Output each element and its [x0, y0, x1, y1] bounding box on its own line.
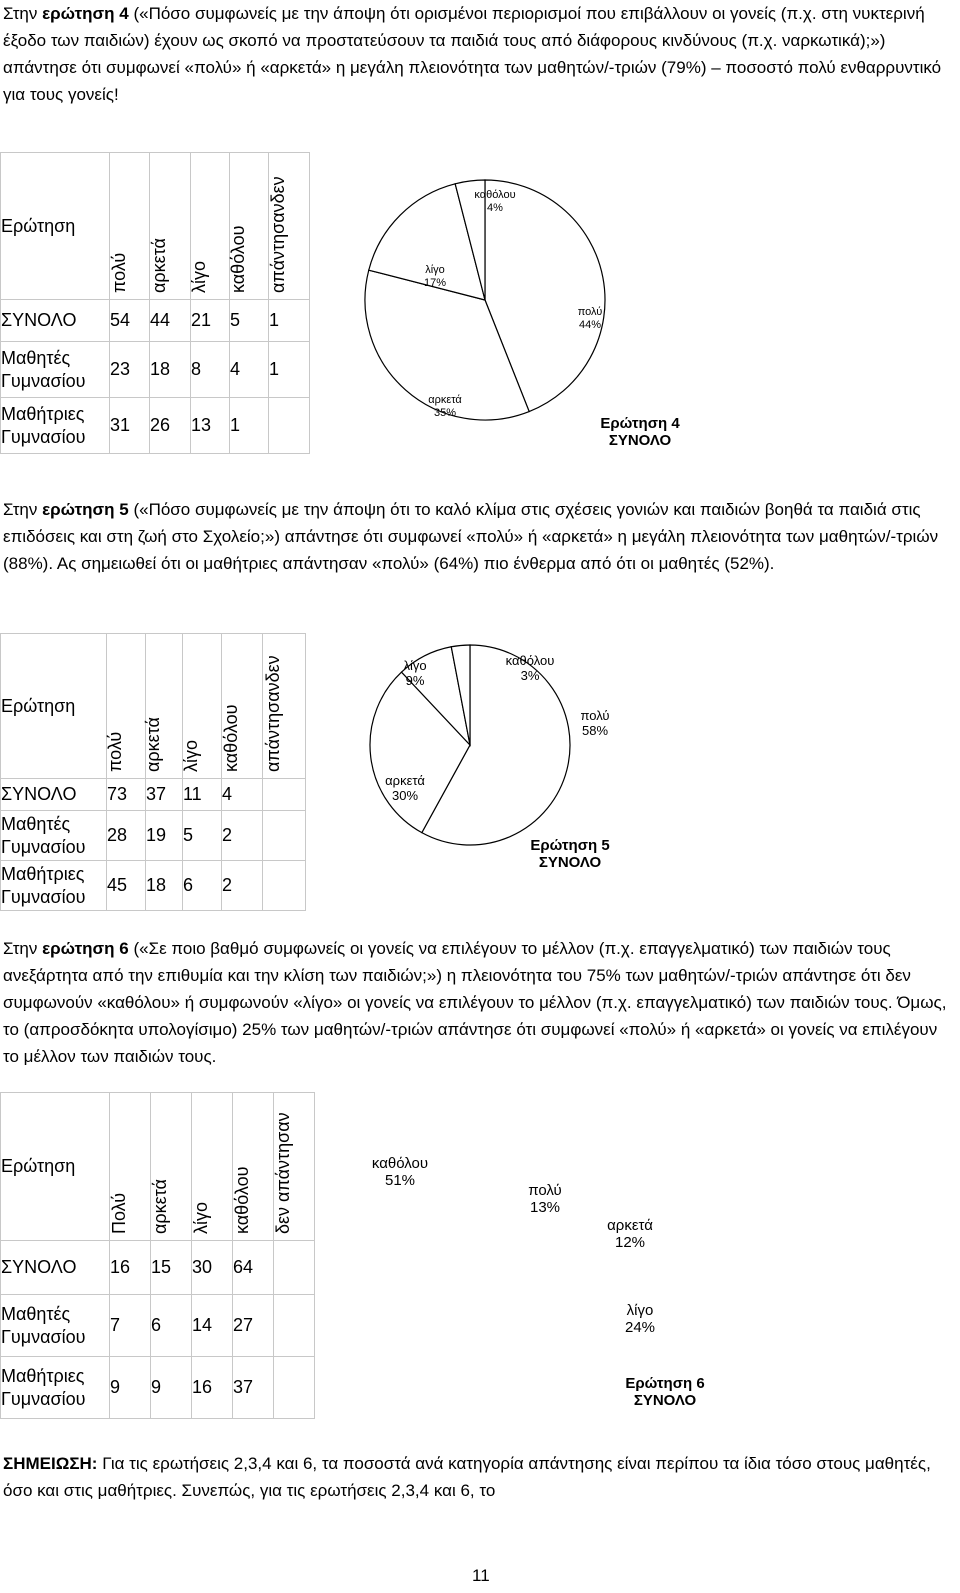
q6-row2-label: Μαθήτριες Γυμνασίου — [1, 1357, 110, 1419]
intro-paragraph — [3, 0, 953, 108]
q6-row0-v3: 64 — [233, 1241, 274, 1295]
intro-bold: ερώτηση 4 — [42, 4, 129, 23]
q5-row2-v0: 45 — [107, 861, 146, 911]
q4-corner-text: Ερώτηση — [1, 215, 76, 236]
q4-row2-v3: 1 — [230, 398, 269, 454]
q5-row2-v3: 2 — [222, 861, 263, 911]
q4-h3-text: καθόλου — [228, 225, 248, 293]
q4-row2-label: Μαθήτριες Γυμνασίου — [1, 398, 110, 454]
slice-label-πολύ: πολύ 13% — [528, 1182, 562, 1216]
q4-h2-text: λίγο — [189, 260, 209, 293]
slice-label-καθόλου: καθόλου 3% — [505, 653, 555, 683]
slice-label-πολύ: πολύ 58% — [580, 708, 610, 738]
q4-row0-label: ΣΥΝΟΛΟ — [1, 300, 110, 342]
q5-h4 — [263, 634, 306, 779]
q4-h3 — [230, 153, 269, 300]
q6-row1-v2: 14 — [192, 1295, 233, 1357]
q6-row-boys — [1, 1295, 315, 1357]
intro-post: («Πόσο συμφωνείς με την άποψη ότι ορισμένοι περιορισμοί που επιβάλλουν οι γονείς (π.χ. στη νυκτερινή έξοδο των παιδιών) έχουν ως σκοπό να προστατεύσουν τα παιδιά τους από διάφορους κινδύνους (π.χ. ναρκωτικά);») απάντησε ότι συμφωνεί «πολύ» ή «αρκετά» η μεγάλη πλειονότητα των μαθητών/-τριών (79%) – ποσοστό πολύ ενθαρρυντικό για τους γονείς! — [3, 4, 942, 104]
slice-label-αρκετά: αρκετά 30% — [385, 773, 425, 803]
q6-corner — [1, 1093, 110, 1241]
q4-h0 — [110, 153, 150, 300]
q4-row-boys — [1, 342, 310, 398]
q6-row1-v0: 7 — [110, 1295, 151, 1357]
q4-row0-v1: 44 — [150, 300, 191, 342]
q6-row2-v1: 9 — [151, 1357, 192, 1419]
q4-h2 — [191, 153, 230, 300]
q4-row0-v0: 54 — [110, 300, 150, 342]
q5-row0-label: ΣΥΝΟΛΟ — [1, 779, 107, 811]
q4-h4-text: απάντησανδεν — [268, 176, 288, 293]
q6-row2-v0: 9 — [110, 1357, 151, 1419]
q5-row2-v1: 18 — [146, 861, 183, 911]
q5-h2-text: λίγο — [181, 739, 201, 772]
slice-label-λίγο: λίγο 17% — [423, 264, 447, 289]
q5-h3-text: καθόλου — [221, 704, 241, 772]
q5-paragraph — [3, 496, 953, 577]
q5-row-total — [1, 779, 306, 811]
q5-row2-v4 — [263, 861, 306, 911]
p5-bold: ερώτηση 5 — [42, 500, 129, 519]
q5-row-boys — [1, 811, 306, 861]
q5-row1-v3: 2 — [222, 811, 263, 861]
intro-pre: Στην — [3, 4, 43, 23]
p6-pre: Στην — [3, 939, 43, 958]
q5-row0-v3: 4 — [222, 779, 263, 811]
note-bold: ΣΗΜΕΙΩΣΗ: — [3, 1454, 98, 1473]
q4-pie-chart — [330, 170, 710, 470]
q4-row0-v3: 5 — [230, 300, 269, 342]
q5-pie-chart — [330, 640, 710, 900]
q6-corner-text: Ερώτηση — [1, 1156, 76, 1176]
q5-row0-v0: 73 — [107, 779, 146, 811]
q4-h1-text: αρκετά — [149, 238, 169, 293]
q6-h3 — [233, 1093, 274, 1241]
q4-row2-v4 — [269, 398, 310, 454]
p6-bold: ερώτηση 6 — [42, 939, 129, 958]
slice-label-αρκετά: αρκετά 12% — [607, 1217, 653, 1251]
q5-row1-v1: 19 — [146, 811, 183, 861]
q4-h0-text: πολύ — [108, 252, 129, 293]
q6-row-girls — [1, 1357, 315, 1419]
q6-row2-v4 — [274, 1357, 315, 1419]
q5-corner — [1, 634, 107, 779]
q4-row1-label: Μαθητές Γυμνασίου — [1, 342, 110, 398]
q5-row1-v4 — [263, 811, 306, 861]
page-number: 11 — [472, 1566, 490, 1585]
q6-paragraph — [3, 935, 953, 1070]
slice-label-καθόλου: καθόλου 4% — [474, 189, 516, 214]
q5-row1-label: Μαθητές Γυμνασίου — [1, 811, 107, 861]
q6-h0 — [110, 1093, 151, 1241]
q6-row0-v4 — [274, 1241, 315, 1295]
q5-row1-v2: 5 — [183, 811, 222, 861]
q5-row1-v0: 28 — [107, 811, 146, 861]
slice-label-πολύ: πολύ 44% — [577, 306, 603, 331]
q6-h1-text: αρκετά — [150, 1179, 170, 1234]
q5-h0 — [107, 634, 146, 779]
q4-row2-v0: 31 — [110, 398, 150, 454]
q6-row0-v1: 15 — [151, 1241, 192, 1295]
q4-row2-v1: 26 — [150, 398, 191, 454]
q4-row2-v2: 13 — [191, 398, 230, 454]
note-paragraph — [3, 1450, 953, 1504]
q6-row0-v0: 16 — [110, 1241, 151, 1295]
note-text: Για τις ερωτήσεις 2,3,4 και 6, τα ποσοστά ανά κατηγορία απάντησης είναι περίπου τα ίδια τόσο στους μαθητές, όσο και στις μαθήτριες. Συνεπώς, για τις ερωτήσεις 2,3,4 και 6, το — [3, 1454, 931, 1500]
q6-row1-v1: 6 — [151, 1295, 192, 1357]
q4-h4 — [269, 153, 310, 300]
q5-row2-v2: 6 — [183, 861, 222, 911]
q6-h2-text: λίγο — [191, 1201, 211, 1234]
q6-row2-v3: 37 — [233, 1357, 274, 1419]
q5-h3 — [222, 634, 263, 779]
q5-row-girls — [1, 861, 306, 911]
q4-row-total — [1, 300, 310, 342]
q6-table — [0, 1092, 315, 1419]
q4-row0-v4: 1 — [269, 300, 310, 342]
slice-label-αρκετά: αρκετά 35% — [428, 394, 462, 419]
p6-post: («Σε ποιο βαθμό συμφωνείς οι γονείς να επιλέγουν το μέλλον (π.χ. επαγγελματικό) των παιδιών τους ανεξάρτητα από την επιθυμία και την κλίση των παιδιών;») η πλειονότητα του 75% των μαθητών/-τριών απάντησε ότι δεν συμφωνούν «καθόλου» ή συμφωνούν «λίγο» οι γονείς να επιλέγουν το μέλλον (π.χ. επαγγελματικό) των παιδιών τους. Όμως, το (απροσδόκητα υπολογίσιμο) 25% των μαθητών/-τριών απάντησε ότι συμφωνεί «πολύ» ή «αρκετά» οι γονείς να επιλέγουν το μέλλον των παιδιών τους. — [3, 939, 947, 1066]
q5-row0-v1: 37 — [146, 779, 183, 811]
q6-row1-v4 — [274, 1295, 315, 1357]
q6-row-total — [1, 1241, 315, 1295]
slice-label-λίγο: λίγο 24% — [624, 1302, 656, 1336]
p5-pre: Στην — [3, 500, 43, 519]
chart-title: Ερώτηση 4 ΣΥΝΟΛΟ — [600, 415, 680, 449]
q5-row0-v4 — [263, 779, 306, 811]
q4-row1-v1: 18 — [150, 342, 191, 398]
q5-h4-text: απάντησανδεν — [263, 655, 283, 772]
q6-h2 — [192, 1093, 233, 1241]
slice-label-καθόλου: καθόλου 51% — [371, 1155, 429, 1189]
q4-table — [0, 152, 310, 454]
q6-row1-v3: 27 — [233, 1295, 274, 1357]
q6-h1 — [151, 1093, 192, 1241]
slice-label-λίγο: λίγο 9% — [403, 658, 427, 688]
q5-row2-label: Μαθήτριες Γυμνασίου — [1, 861, 107, 911]
q4-row1-v4: 1 — [269, 342, 310, 398]
q5-h0-text: πολύ — [105, 731, 125, 772]
q6-pie-chart — [330, 1140, 730, 1440]
q4-h1 — [150, 153, 191, 300]
q6-row2-v2: 16 — [192, 1357, 233, 1419]
q4-row1-v2: 8 — [191, 342, 230, 398]
q5-table — [0, 633, 306, 911]
q5-h1 — [143, 634, 183, 779]
q5-row0-v2: 11 — [183, 779, 222, 811]
q4-row1-v3: 4 — [230, 342, 269, 398]
q6-row0-v2: 30 — [192, 1241, 233, 1295]
q6-h3-text: καθόλου — [232, 1166, 252, 1234]
chart-title: Ερώτηση 6 ΣΥΝΟΛΟ — [625, 1375, 705, 1409]
q4-row-girls — [1, 398, 310, 454]
chart-title: Ερώτηση 5 ΣΥΝΟΛΟ — [530, 837, 610, 871]
q4-row1-v0: 23 — [110, 342, 150, 398]
q6-row0-label: ΣΥΝΟΛΟ — [1, 1241, 110, 1295]
q4-corner — [1, 153, 110, 300]
q6-h4 — [274, 1093, 315, 1241]
q5-h2 — [183, 634, 222, 779]
q5-corner-text: Ερώτηση — [1, 695, 76, 716]
q6-row1-label: Μαθητές Γυμνασίου — [1, 1295, 110, 1357]
q5-h1-text: αρκετά — [143, 717, 163, 772]
q4-row0-v2: 21 — [191, 300, 230, 342]
p5-post: («Πόσο συμφωνείς με την άποψη ότι το καλό κλίμα στις σχέσεις γονιών και παιδιών βοηθά τα παιδιά στις επιδόσεις και στη ζωή στο Σχολείο;») απάντησε ότι συμφωνεί «πολύ» ή «αρκετά» η μεγάλη πλειονότητα των μαθητών/-τριών (88%). Ας σημειωθεί ότι οι μαθήτριες απάντησαν «πολύ» (64%) πιο ένθερμα από ότι οι μαθητές (52%). — [3, 500, 939, 573]
q6-h4-text: δεν απάντησαν — [273, 1112, 293, 1234]
q6-h0-text: Πολύ — [109, 1192, 129, 1234]
